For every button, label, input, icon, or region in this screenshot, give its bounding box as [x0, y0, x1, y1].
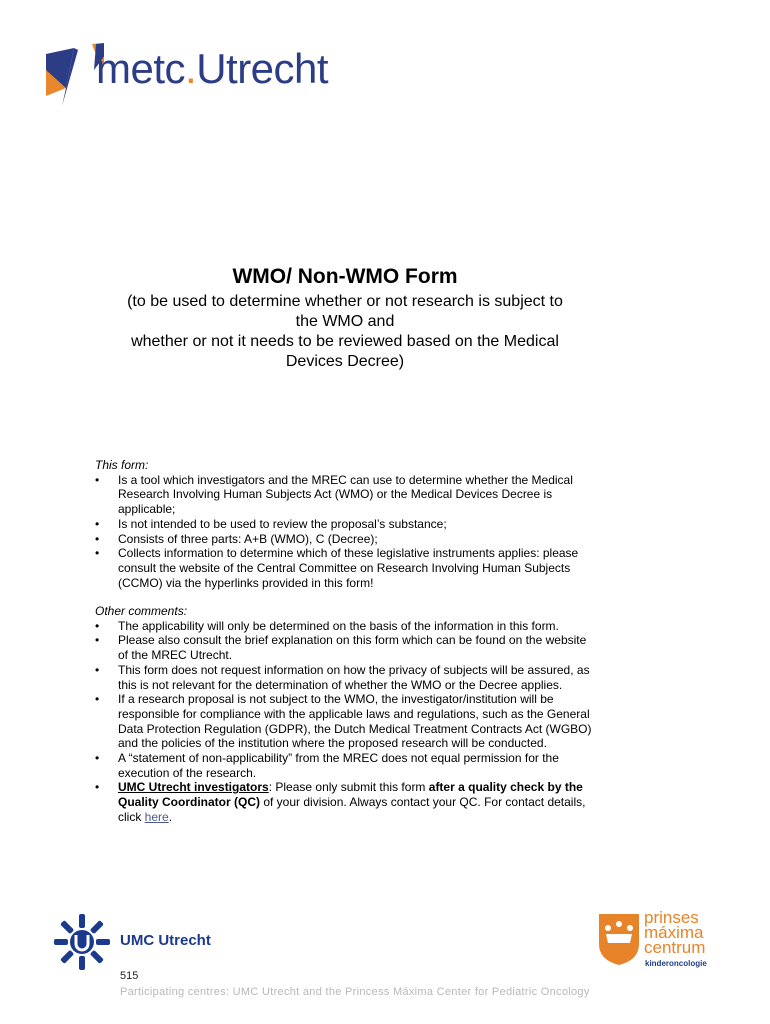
other-comments-list [95, 619, 595, 825]
list-item: • Please also consult the brief explanation on this form which can be found on the website of the MREC Utrecht. [95, 633, 595, 662]
pmc-line-2: máxima [644, 923, 704, 942]
this-form-label: This form: [95, 458, 149, 472]
umc-emblem-icon [52, 912, 112, 972]
subtitle-line-1: (to be used to determine whether or not research is subject to [127, 293, 563, 310]
contact-details-link[interactable]: here [144, 809, 169, 824]
pmc-subtitle: kinderoncologie [645, 959, 707, 968]
pmc-line-3: centrum [644, 938, 706, 957]
umc-item-colon: : Please only submit this form [268, 780, 429, 795]
logo-suffix: Utrecht [196, 45, 329, 92]
list-item: • If a research proposal is not subject to the WMO, the investigator/institution will be responsible for compliance with the applicable laws and regulations, such as the General Data Protection Regulation (GDPR), the Dutch Medical Treatment Contracts Act (WGBO) and the policies of the institution where the proposed research will be conducted. [95, 692, 595, 751]
umc-item-end: . [168, 809, 173, 824]
list-item: • Consists of three parts: A+B (WMO), C (Decree); [95, 532, 595, 547]
list-item: • Is not intended to be used to review the proposal’s substance; [95, 517, 595, 532]
this-form-section [95, 458, 595, 590]
metc-utrecht-logo [44, 40, 374, 110]
umc-item-bold: after a quality check by the Quality Coordinator (QC) [118, 780, 583, 810]
logo-wordmark [96, 46, 328, 92]
logo-dot: . [185, 45, 197, 92]
umc-investigators-item [95, 780, 595, 824]
umc-investigators-lead: UMC Utrecht investigators [118, 780, 269, 795]
umc-item-mid: of your division. Always contact your QC. For contact details, click [118, 795, 586, 824]
other-comments-label: Other comments: [95, 604, 188, 618]
metc-logo-mark-icon [44, 40, 104, 110]
this-form-list [95, 473, 595, 591]
list-item: • This form does not request information on how the privacy of subjects will be assured, as this is not relevant for the determination of whether the WMO or the Decree applies. [95, 663, 595, 692]
list-item: • A “statement of non-applicability” from the MREC does not equal permission for the execution of the research. [95, 751, 595, 780]
subtitle-line-2: the WMO and [295, 313, 395, 330]
participating-centres-footer: Participating centres: UMC Utrecht and the Princess Máxima Center for Pediatric Oncology [120, 986, 590, 998]
title-block [60, 262, 630, 372]
umc-utrecht-logo [52, 912, 242, 972]
umc-logo-text: UMC Utrecht [120, 932, 211, 949]
crown-shield-icon [597, 910, 641, 966]
prinses-maxima-logo [597, 910, 727, 970]
subtitle-line-3: whether or not it needs to be reviewed based on the Medical [131, 333, 559, 350]
logo-text: metc [96, 45, 186, 92]
pmc-line-1: prinses [644, 908, 699, 927]
pmc-wordmark [644, 910, 705, 955]
page-title: WMO/ Non-WMO Form [232, 265, 458, 288]
page-number: 515 [120, 970, 139, 982]
list-item: • Is a tool which investigators and the MREC can use to determine whether the Medical Research Involving Human Subjects Act (WMO) or the Medical Devices Decree is applicable; [95, 473, 595, 517]
other-comments-section [95, 604, 595, 825]
list-item: • The applicability will only be determined on the basis of the information in this form. [95, 619, 595, 634]
subtitle-line-4: Devices Decree) [285, 353, 405, 370]
list-item: • Collects information to determine which of these legislative instruments applies: please consult the website of the Central Committee on Research Involving Human Subjects (CCMO) via the hyperlinks provided in this form! [95, 546, 595, 590]
